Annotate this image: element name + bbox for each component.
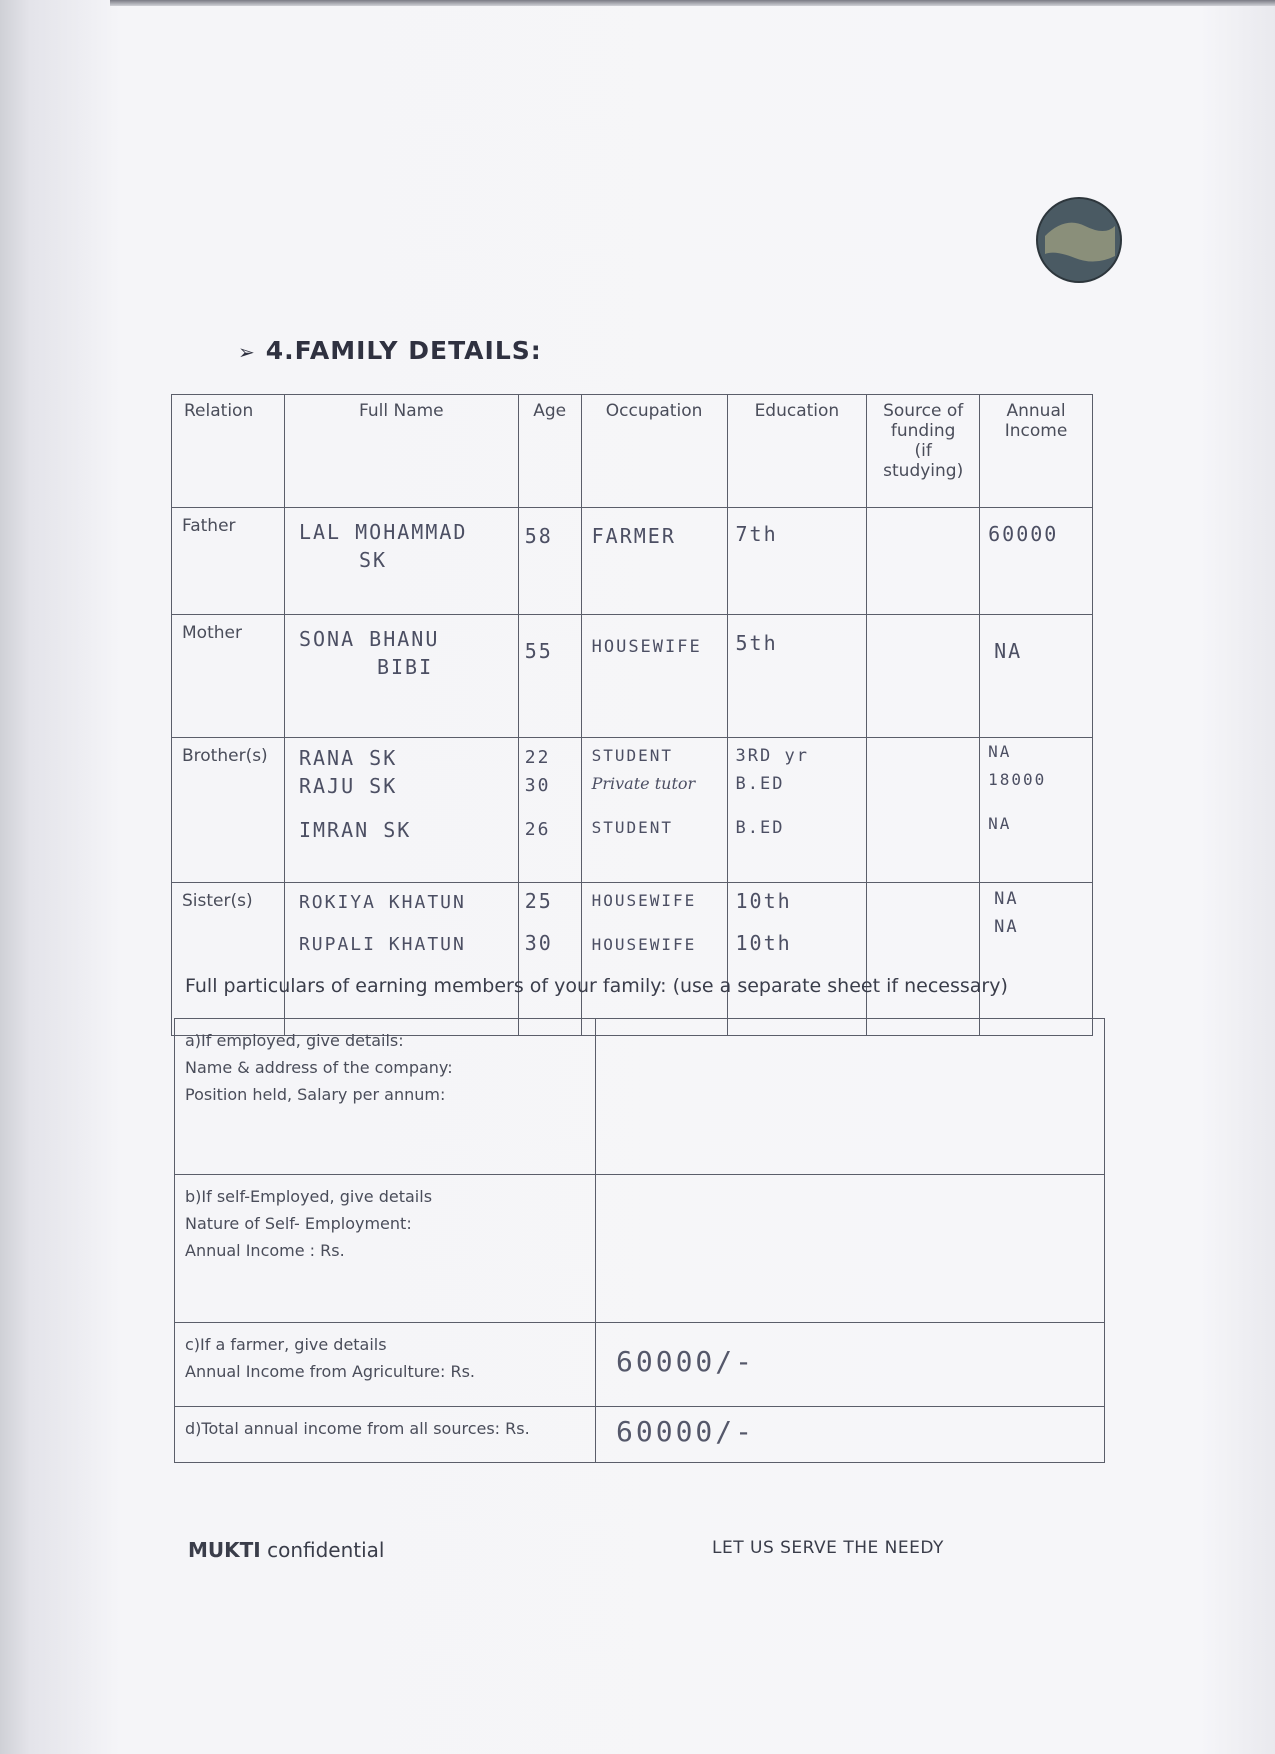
total-income-amount: 60000/-	[616, 1415, 756, 1448]
employed-question: a)If employed, give details: Name & address of the company: Position held, Salary per annum:	[175, 1019, 596, 1175]
employed-row	[175, 1019, 1105, 1175]
table-row-father	[172, 508, 1093, 615]
header-annual-income: Annual Income	[980, 395, 1093, 508]
funding-cell	[867, 883, 980, 1036]
earning-members-table	[174, 1018, 1105, 1463]
income-cell: NA	[980, 615, 1093, 738]
occupation-cell: FARMER	[581, 508, 727, 615]
age-cell: 25 30	[518, 883, 581, 1036]
total-row	[175, 1407, 1105, 1463]
full-name-cell: SONA BHANU BIBI	[284, 615, 518, 738]
age-cell: 58	[518, 508, 581, 615]
relation-cell: Sister(s)	[172, 883, 285, 1036]
full-name-cell: LAL MOHAMMAD SK	[284, 508, 518, 615]
age-cell: 55	[518, 615, 581, 738]
farmer-income-amount: 60000/-	[616, 1345, 756, 1378]
section-heading	[238, 336, 542, 365]
top-edge-rule	[110, 0, 1275, 6]
self-employed-row	[175, 1175, 1105, 1323]
education-cell: 5th	[727, 615, 867, 738]
self-employed-answer	[596, 1175, 1105, 1323]
table-header-row	[172, 395, 1093, 508]
footer-confidential: MUKTI confidential	[188, 1538, 385, 1562]
income-cell: 60000	[980, 508, 1093, 615]
farmer-answer	[596, 1323, 1105, 1407]
funding-cell	[867, 615, 980, 738]
header-age: Age	[518, 395, 581, 508]
self-employed-question: b)If self-Employed, give details Nature of Self- Employment: Annual Income : Rs.	[175, 1175, 596, 1323]
footer-motto: LET US SERVE THE NEEDY	[712, 1538, 944, 1558]
relation-cell: Father	[172, 508, 285, 615]
occupation-cell: STUDENT Private tutor STUDENT	[581, 738, 727, 883]
funding-cell	[867, 508, 980, 615]
header-relation: Relation	[172, 395, 285, 508]
arrow-bullet-icon: ➢	[238, 340, 256, 364]
occupation-cell: HOUSEWIFE HOUSEWIFE	[581, 883, 727, 1036]
family-details-table	[171, 394, 1093, 1036]
farmer-row	[175, 1323, 1105, 1407]
employed-answer	[596, 1019, 1105, 1175]
education-cell: 10th 10th	[727, 883, 867, 1036]
table-row-sisters	[172, 883, 1093, 1036]
relation-cell: Brother(s)	[172, 738, 285, 883]
section-title: 4.FAMILY DETAILS:	[265, 336, 542, 365]
mukti-logo	[1035, 196, 1123, 284]
page-fold-shadow	[0, 0, 120, 1754]
header-full-name: Full Name	[284, 395, 518, 508]
table-row-mother	[172, 615, 1093, 738]
table-row-brothers	[172, 738, 1093, 883]
relation-cell: Mother	[172, 615, 285, 738]
full-name-cell: ROKIYA KHATUN RUPALI KHATUN	[284, 883, 518, 1036]
funding-cell	[867, 738, 980, 883]
income-cell: NA NA	[980, 883, 1093, 1036]
farmer-question: c)If a farmer, give details Annual Income from Agriculture: Rs.	[175, 1323, 596, 1407]
income-cell: NA 18000 NA	[980, 738, 1093, 883]
education-cell: 3RD yr B.ED B.ED	[727, 738, 867, 883]
occupation-cell: HOUSEWIFE	[581, 615, 727, 738]
header-education: Education	[727, 395, 867, 508]
full-name-cell: RANA SK RAJU SK IMRAN SK	[284, 738, 518, 883]
education-cell: 7th	[727, 508, 867, 615]
age-cell: 22 30 26	[518, 738, 581, 883]
header-source-of-funding: Source of funding (if studying)	[867, 395, 980, 508]
header-occupation: Occupation	[581, 395, 727, 508]
earning-members-title: Full particulars of earning members of your family: (use a separate sheet if necessary)	[185, 975, 1008, 997]
total-question: d)Total annual income from all sources: Rs.	[175, 1407, 596, 1463]
total-answer	[596, 1407, 1105, 1463]
